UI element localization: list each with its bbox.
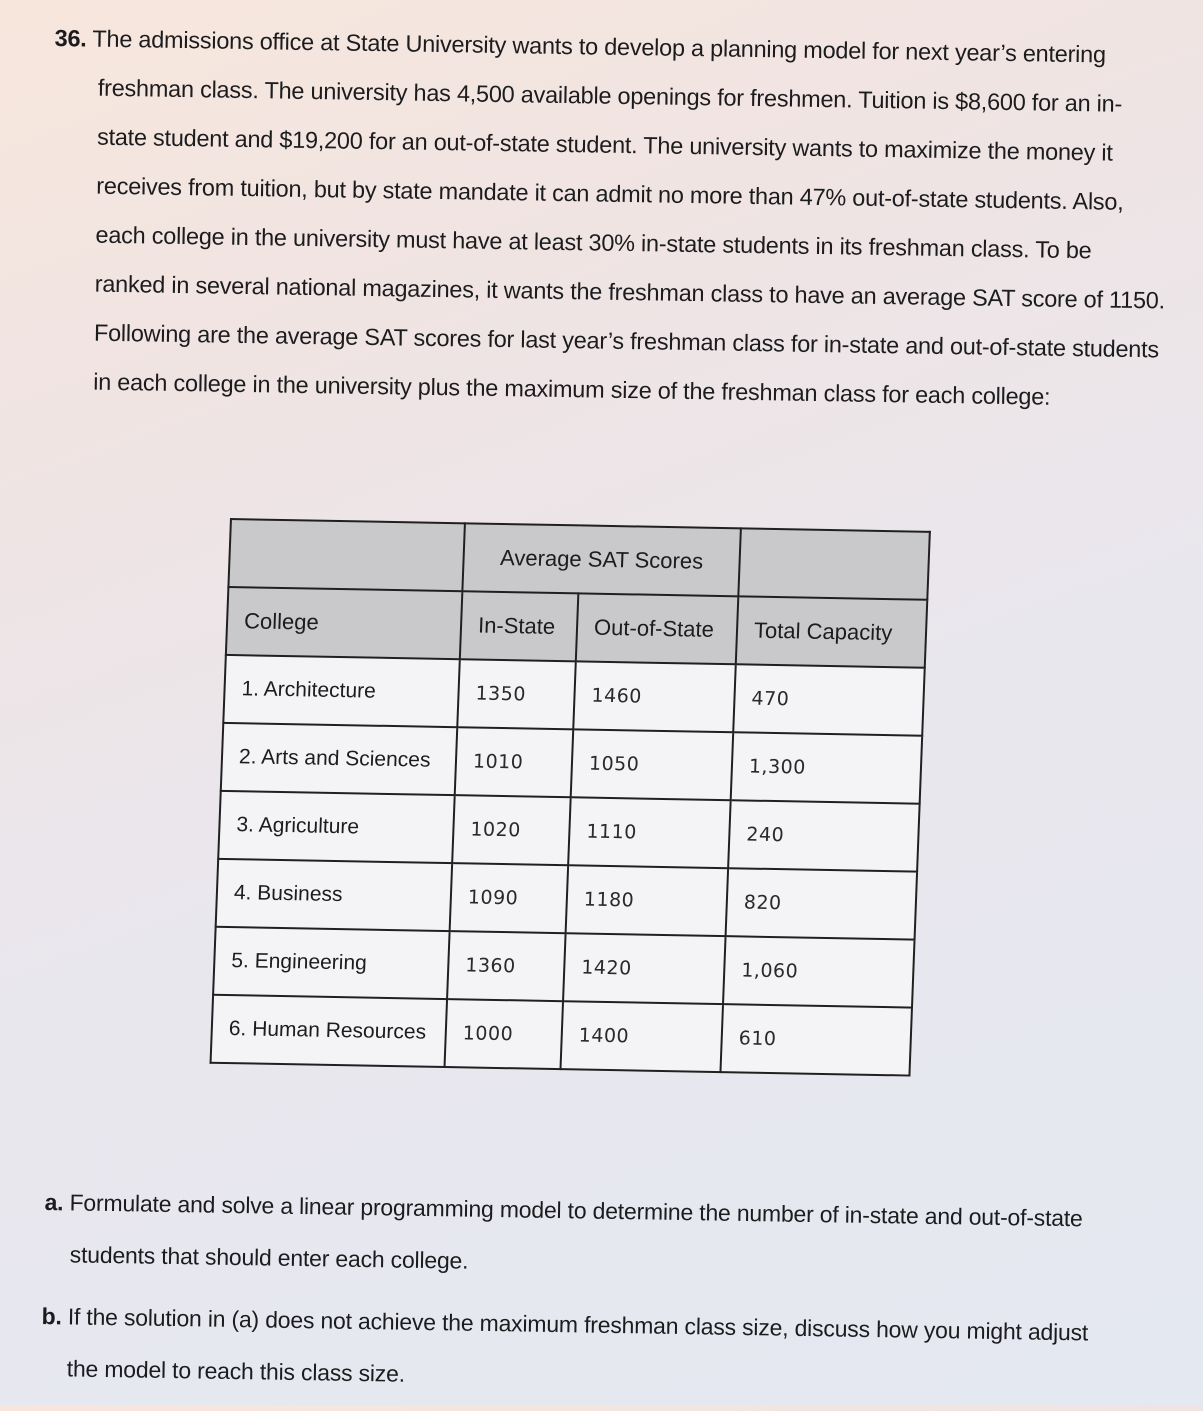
college-cell: 6. Human Resources (211, 995, 448, 1067)
table-row (223, 655, 924, 736)
table-row (221, 723, 922, 804)
in-state-sat-cell: 1350 (457, 659, 576, 729)
header-empty-cell (738, 528, 930, 599)
out-of-state-sat-cell: 1460 (573, 661, 736, 732)
college-cell: 4. Business (216, 859, 453, 931)
capacity-cell: 610 (720, 1004, 912, 1075)
out-of-state-sat-cell: 1050 (571, 729, 734, 800)
college-cell: 2. Arts and Sciences (221, 723, 458, 795)
in-state-sat-cell: 1090 (450, 863, 569, 933)
table-row (218, 791, 919, 872)
table-row (211, 995, 912, 1076)
question-text: Formulate and solve a linear programming model to determine the number of in-state and out-of-state students that should enter each college. (69, 1189, 1083, 1274)
out-of-state-sat-cell: 1400 (560, 1001, 723, 1072)
question-label: b. (41, 1302, 62, 1330)
in-state-sat-cell: 1010 (455, 727, 574, 797)
question-a (43, 1176, 1121, 1297)
capacity-cell: 470 (733, 664, 925, 735)
sat-table-container (210, 518, 931, 1077)
in-state-sat-cell: 1020 (452, 795, 571, 865)
out-of-state-sat-cell: 1420 (563, 933, 726, 1004)
problem-paragraph (49, 14, 1170, 423)
out-of-state-sat-cell: 1180 (566, 865, 729, 936)
capacity-cell: 1,300 (731, 732, 923, 803)
column-header-total-capacity: Total Capacity (736, 596, 928, 667)
group-header-row (228, 519, 929, 600)
out-of-state-sat-cell: 1110 (568, 797, 731, 868)
question-label: a. (44, 1188, 64, 1216)
table-row (213, 927, 914, 1008)
in-state-sat-cell: 1360 (447, 931, 566, 1001)
column-header-in-state: In-State (460, 591, 579, 661)
group-header-average-sat: Average SAT Scores (462, 523, 741, 596)
problem-text: The admissions office at State University wants to develop a planning model for next year’s entering freshman class. The university has 4,500 available openings for freshmen. Tuition is $8,600 for an in-state student and $19,200 for an out-of-state student. The university wants to maximize the money it receives from tuition, but by state mandate it can admit no more than 47% out-of-state students. Also, each college in the university must have at least 30% in-state students in its freshman class. To be ranked in several national magazines, it wants the freshman class to have an average SAT score of 1150. Following are the average SAT scores for last year’s freshman class for in-state and out-of-state students in each college in the university plus the maximum size of the freshman class for each college: (92, 25, 1166, 410)
question-b (40, 1290, 1118, 1411)
problem-statement (49, 14, 1170, 423)
column-header-out-of-state: Out-of-State (576, 593, 739, 664)
question-text: If the solution in (a) does not achieve the maximum freshman class size, discuss how you might adjust the model to reach this class size. (66, 1303, 1089, 1387)
college-cell: 5. Engineering (213, 927, 450, 999)
capacity-cell: 240 (728, 800, 920, 871)
table-row (216, 859, 917, 940)
column-header-college: College (226, 587, 463, 659)
header-empty-cell (228, 519, 465, 591)
in-state-sat-cell: 1000 (445, 999, 564, 1069)
problem-number: 36. (54, 24, 87, 52)
column-header-row (226, 587, 927, 668)
college-cell: 3. Agriculture (218, 791, 455, 863)
capacity-cell: 1,060 (723, 936, 915, 1007)
sat-table (210, 518, 931, 1077)
capacity-cell: 820 (726, 868, 918, 939)
college-cell: 1. Architecture (223, 655, 460, 727)
